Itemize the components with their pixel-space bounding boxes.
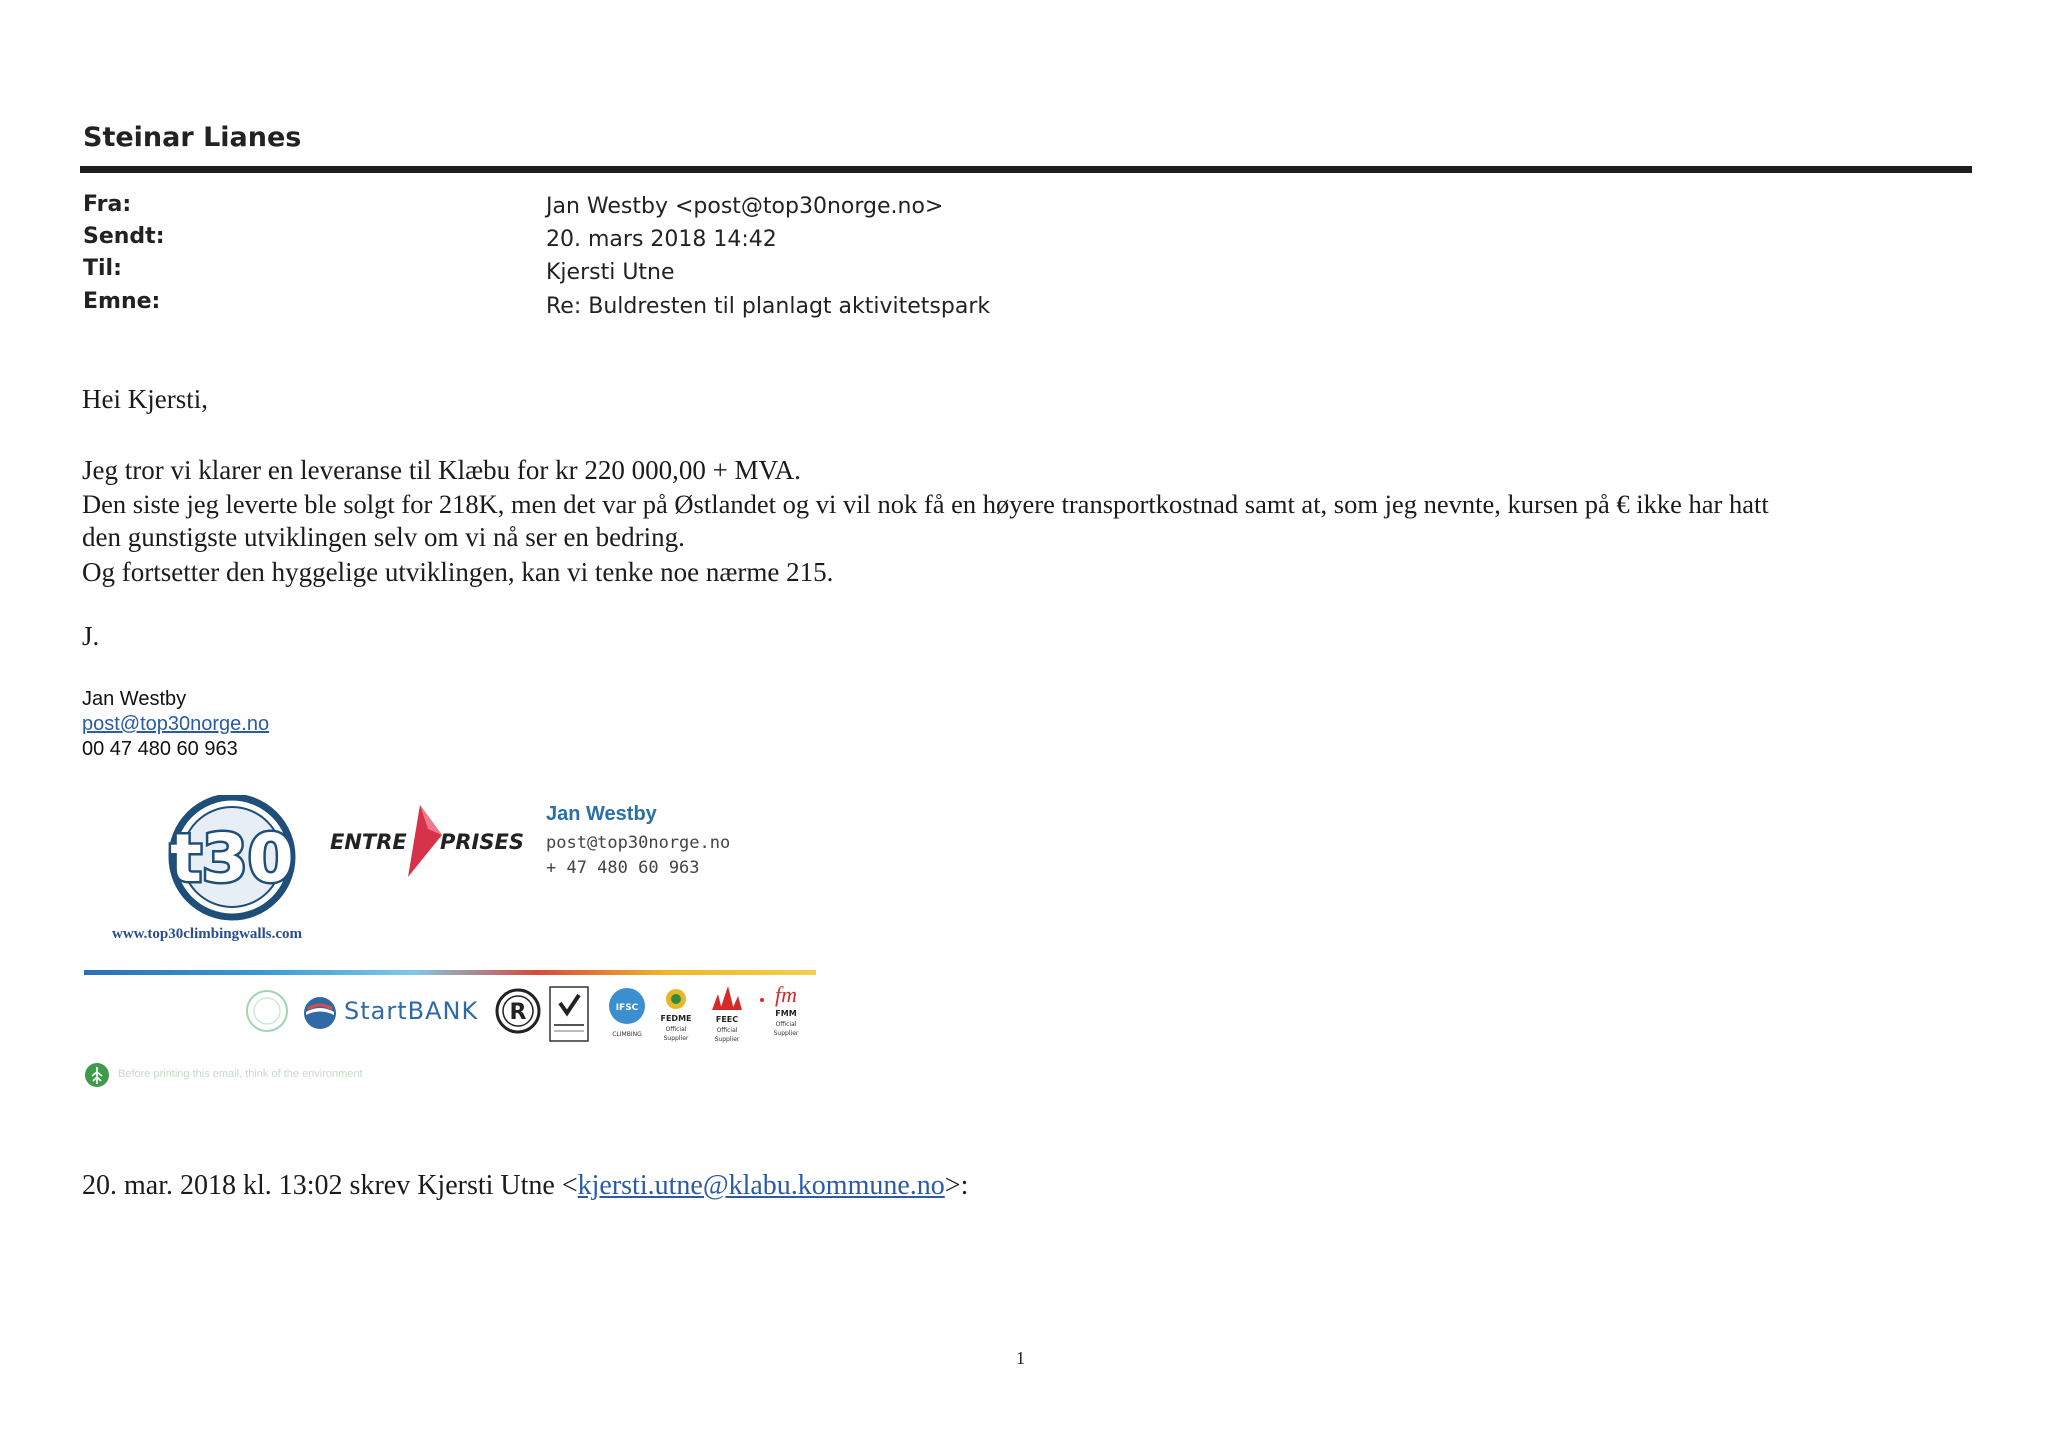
feec-logo — [704, 982, 750, 1044]
eco-note: Before printing this email, think of the environment — [118, 1068, 363, 1080]
svg-text:fm: fm — [775, 982, 797, 1007]
startbank-icon — [302, 995, 338, 1031]
feec-logo-text: FEEC — [715, 1015, 739, 1024]
body-line-4: Og fortsetter den hyggelige utviklingen, kan vi tenke noe nærme 215. — [82, 557, 834, 587]
signature-divider — [84, 970, 816, 975]
to-label: Til: — [83, 256, 122, 281]
t30-logo-text: t30 — [170, 820, 294, 897]
to-value: Kjersti Utne — [546, 260, 675, 285]
sent-value: 20. mars 2018 14:42 — [546, 227, 777, 252]
fedme-logo-sub-1: Official — [665, 1026, 687, 1033]
fmm-logo-text: FMM — [775, 1009, 797, 1018]
body-line-3: den gunstigste utviklingen selv om vi nå ser en bedring. — [82, 522, 685, 552]
registered-badge-icon — [495, 988, 541, 1034]
quote-email-link[interactable]: kjersti.utne@klabu.kommune.no — [577, 1170, 945, 1201]
fmm-logo-sub-2: Supplier — [773, 1030, 799, 1037]
tree-icon — [84, 1062, 110, 1088]
subject-label: Emne: — [83, 289, 161, 314]
fedme-logo — [652, 985, 700, 1045]
body-line-1: Jeg tror vi klarer en leveranse til Klæbu for kr 220 000,00 + MVA. — [82, 455, 801, 485]
eco-badge-icon — [244, 988, 290, 1034]
ifsc-logo-sub: CLIMBING — [612, 1031, 642, 1038]
fmm-logo-sub-1: Official — [775, 1021, 797, 1028]
website-url[interactable]: www.top30climbingwalls.com — [112, 926, 303, 942]
subject-value: Re: Buldresten til planlagt aktivitetspark — [546, 294, 991, 319]
feec-logo-sub-1: Official — [716, 1027, 738, 1034]
signature-name: Jan Westby — [82, 688, 187, 710]
feec-logo-sub-2: Supplier — [714, 1036, 740, 1043]
svg-text:R: R — [509, 1000, 527, 1025]
ifsc-logo-text: IFSC — [615, 1003, 639, 1013]
greeting: Hei Kjersti, — [82, 384, 208, 414]
quote-prefix: 20. mar. 2018 kl. 13:02 skrev Kjersti Utne < — [82, 1170, 578, 1201]
from-label: Fra: — [83, 192, 132, 217]
signoff: J. — [82, 621, 100, 651]
certification-badge-icon — [548, 985, 590, 1043]
ifsc-logo — [602, 982, 652, 1044]
signature-email-link[interactable]: post@top30norge.no — [82, 713, 270, 735]
page-number: 1 — [1016, 1348, 1025, 1368]
fedme-logo-sub-2: Supplier — [663, 1035, 689, 1042]
header-rule — [80, 166, 1972, 173]
from-value: Jan Westby <post@top30norge.no> — [546, 194, 944, 219]
startbank-logo: StartBANK — [344, 997, 479, 1025]
body-line-2: Den siste jeg leverte ble solgt for 218K, men det var på Østlandet og vi vil nok få en høyere transportkostnad samt at, som jeg nevnte, kursen på € ikke har hatt — [82, 489, 1769, 519]
card-name: Jan Westby — [546, 803, 657, 825]
sent-label: Sendt: — [83, 224, 165, 249]
quote-header — [82, 1170, 968, 1202]
card-phone: + 47 480 60 963 — [546, 858, 700, 878]
card-email: post@top30norge.no — [546, 833, 731, 853]
entreprises-mark-icon — [400, 805, 444, 877]
fmm-logo — [756, 980, 808, 1044]
signature-phone: 00 47 480 60 963 — [82, 738, 238, 760]
fedme-logo-text: FEDME — [660, 1014, 692, 1023]
t30-logo — [150, 795, 320, 925]
entreprises-logo-left: ENTRE — [330, 830, 407, 854]
mailbox-owner: Steinar Lianes — [83, 122, 302, 153]
quote-suffix: >: — [944, 1170, 969, 1201]
entreprises-logo-right: PRISES — [440, 830, 524, 854]
